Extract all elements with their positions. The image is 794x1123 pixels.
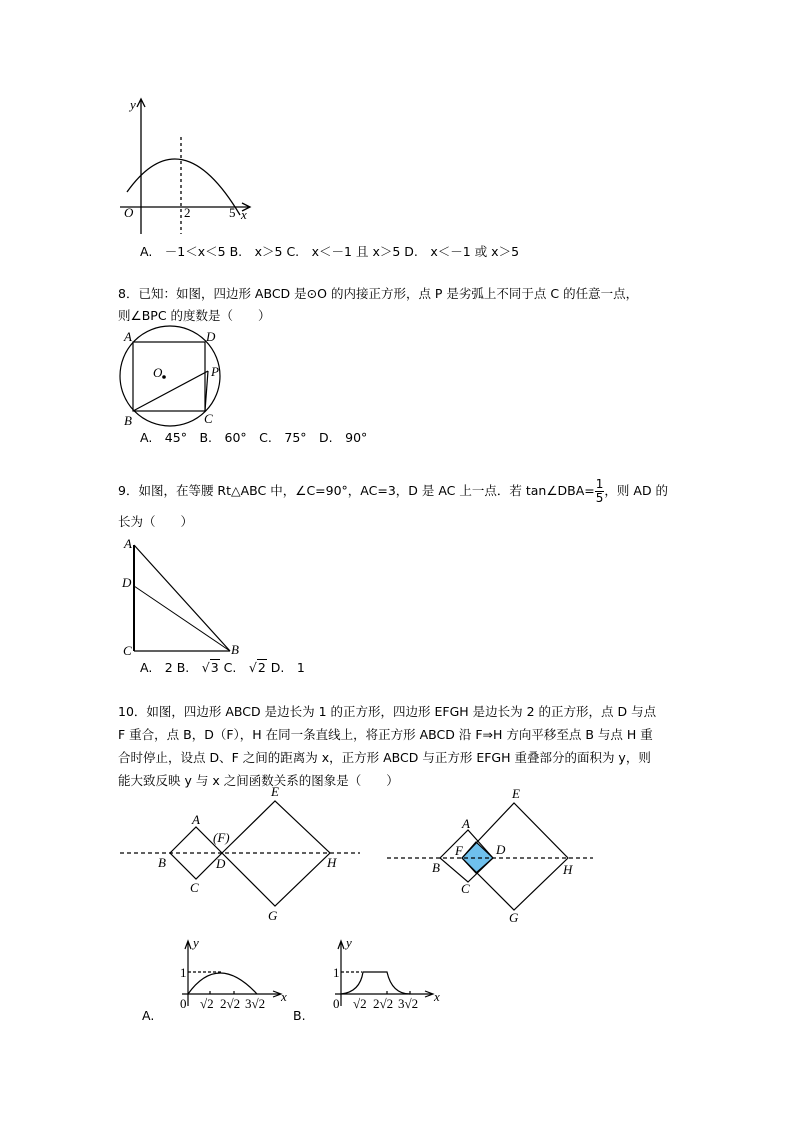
q9-text-pre: 9．如图，在等腰 Rt△ABC 中，∠C=90°，AC=3，D 是 AC 上一点．若 tan∠DBA= (118, 483, 595, 498)
q10-f2-label-h: H (563, 862, 573, 877)
q10-text-line3: 合时停止，设点 D、F 之间的距离为 x，正方形 ABCD 与正方形 EFGH 重叠部分的面积为 y，则 (118, 750, 651, 765)
gb-one: 1 (333, 965, 340, 980)
q8-label-d: D (206, 329, 216, 344)
gb-tick-1: √2 (353, 996, 367, 1011)
q7-label-o: O (124, 205, 134, 220)
q9-label-c: C (123, 643, 132, 658)
ga-y: y (193, 935, 199, 950)
q9-text-post: ，则 AD 的 (604, 483, 669, 498)
q9-opt-a: A. 2 B. (140, 660, 202, 675)
q7-label-y: y (130, 97, 136, 112)
q10-f2-label-b: B (432, 860, 440, 875)
q8-text-line2: 则∠BPC 的度数是（ ） (118, 308, 271, 323)
gb-tick-3: 3√2 (398, 996, 419, 1011)
q10-text-line2: F 重合，点 B，D（F），H 在同一条直线上，将正方形 ABCD 沿 F⇒H 方向平移至点 B 与点 H 重 (118, 727, 653, 742)
ga-tick-3: 3√2 (245, 996, 266, 1011)
q7-tick-2: 2 (184, 205, 191, 220)
q10-f1-label-f: (F) (213, 830, 230, 845)
q10-f1-label-e: E (271, 784, 279, 799)
q9-label-a: A (124, 536, 132, 551)
ga-zero: 0 (180, 996, 187, 1011)
gb-zero: 0 (333, 996, 340, 1011)
q10-option-b-label: B. (293, 1008, 306, 1023)
q10-f1-label-c: C (190, 880, 199, 895)
q10-option-a-label: A. (142, 1008, 155, 1023)
q9-options: A. 2 B. √3 C. √2 D. 1 (140, 660, 305, 675)
ga-tick-1: √2 (200, 996, 214, 1011)
q8-label-c: C (204, 411, 213, 426)
q9-opt-c: C. (219, 660, 249, 675)
q10-f2-label-e: E (512, 786, 520, 801)
q9-label-d: D (122, 575, 132, 590)
ga-one: 1 (180, 965, 187, 980)
ga-tick-2: 2√2 (220, 996, 241, 1011)
q10-f1-label-h: H (327, 855, 337, 870)
q8-center-dot (162, 375, 166, 379)
q9-text-line1 (118, 476, 668, 506)
q9-opt-c-val: 2 (257, 660, 266, 675)
q9-opt-d: D. 1 (266, 660, 305, 675)
q9-text-line2: 长为（ ） (118, 514, 194, 529)
q9-opt-b-val: 3 (210, 660, 219, 675)
q7-options: A. －1＜x＜5 B. x＞5 C. x＜－1 且 x＞5 D. x＜－1 或 x＞5 (140, 244, 520, 259)
q10-f2-label-d: D (496, 842, 506, 857)
q8-text-line1: 8．已知：如图，四边形 ABCD 是⊙O 的内接正方形，点 P 是劣弧上不同于点 C 的任意一点， (118, 286, 639, 301)
q10-f2-label-g: G (509, 910, 519, 925)
gb-x: x (434, 989, 440, 1004)
q8-label-o: O (153, 365, 163, 380)
ga-x: x (281, 989, 287, 1004)
q10-f2-label-a: A (462, 816, 470, 831)
q10-f1-label-a: A (192, 812, 200, 827)
gb-tick-2: 2√2 (373, 996, 394, 1011)
q10-f1-label-b: B (158, 855, 166, 870)
q8-label-p: P (211, 364, 219, 379)
q10-f1-label-d: D (216, 856, 226, 871)
q10-text-line1: 10．如图，四边形 ABCD 是边长为 1 的正方形，四边形 EFGH 是边长为 2 的正方形，点 D 与点 (118, 704, 657, 719)
q8-options: A. 45° B. 60° C. 75° D. 90° (140, 430, 368, 445)
q7-tick-5: 5 (229, 205, 236, 220)
q10-text-line4: 能大致反映 y 与 x 之间函数关系的图象是（ ） (118, 773, 399, 788)
q8-label-a: A (124, 329, 132, 344)
gb-y: y (346, 935, 352, 950)
q10-f1-label-g: G (268, 908, 278, 923)
q9-frac-num: 1 (595, 477, 604, 491)
q9-triangle-figure (134, 545, 230, 651)
q9-fraction (595, 478, 605, 505)
q10-squares-figure-1 (120, 801, 360, 906)
q10-f2-label-f: F (455, 843, 463, 858)
q9-frac-den: 5 (595, 491, 604, 505)
q8-label-b: B (124, 413, 132, 428)
q10-f2-label-c: C (461, 881, 470, 896)
q9-label-b: B (231, 642, 239, 657)
q7-label-x: x (241, 207, 247, 222)
